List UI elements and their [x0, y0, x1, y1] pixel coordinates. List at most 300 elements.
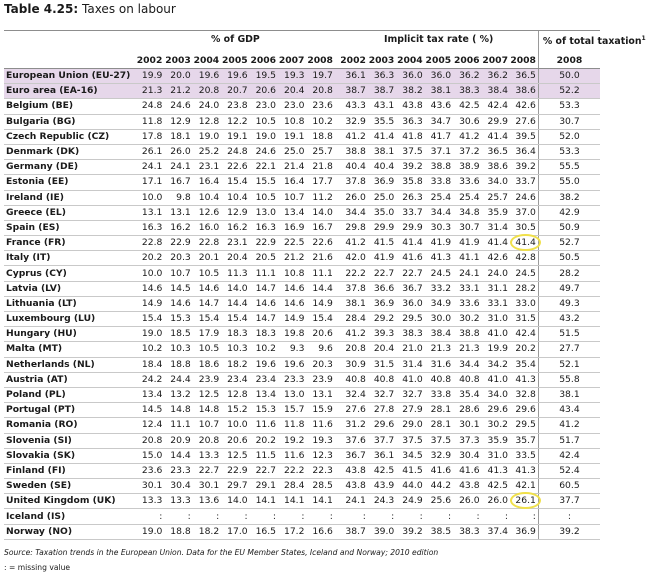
gdp-value: 15.0 — [136, 448, 164, 463]
gdp-value: 16.2 — [164, 220, 192, 235]
gdp-value: 11.6 — [278, 448, 306, 463]
itr-value: : — [425, 509, 453, 524]
gdp-value: 18.2 — [221, 357, 249, 372]
gdp-value: 30.1 — [136, 479, 164, 494]
itr-value: 41.0 — [396, 372, 424, 387]
gdp-value: 20.9 — [164, 433, 192, 448]
gdp-value: 15.2 — [221, 403, 249, 418]
table-row — [4, 448, 600, 463]
gdp-value: 13.4 — [278, 205, 306, 220]
country-name: Latvia (LV) — [4, 281, 136, 296]
gdp-value: 19.8 — [278, 327, 306, 342]
itr-value: 42.4 — [510, 327, 538, 342]
itr-value: 33.0 — [510, 296, 538, 311]
gdp-value: 17.7 — [306, 175, 334, 190]
itr-value: 42.1 — [510, 479, 538, 494]
itr-value: 21.3 — [453, 342, 481, 357]
gdp-value: 11.1 — [306, 266, 334, 281]
gdp-value: 13.3 — [136, 494, 164, 509]
gdp-value: 19.3 — [278, 69, 306, 84]
table-row — [4, 494, 600, 509]
country-name: Bulgaria (BG) — [4, 114, 136, 129]
itr-value: 42.5 — [453, 99, 481, 114]
itr-value: 25.0 — [368, 190, 396, 205]
itr-value: 44.2 — [425, 479, 453, 494]
gdp-value: 20.6 — [250, 84, 278, 99]
itr-value: 33.7 — [396, 205, 424, 220]
itr-value: 32.7 — [368, 387, 396, 402]
gdp-value: 10.0 — [136, 266, 164, 281]
gdp-value: 10.7 — [278, 190, 306, 205]
gdp-value: 10.2 — [306, 114, 334, 129]
gdp-value: 15.4 — [193, 312, 221, 327]
gdp-value: 21.3 — [136, 84, 164, 99]
itr-value: 25.7 — [482, 190, 510, 205]
itr-value: 31.6 — [425, 357, 453, 372]
itr-value: 36.7 — [339, 448, 367, 463]
gdp-value: 12.5 — [193, 387, 221, 402]
itr-value: 41.2 — [339, 236, 367, 251]
gdp-value: 18.5 — [164, 327, 192, 342]
table-row — [4, 190, 600, 205]
table-body — [4, 69, 600, 540]
gdp-value: 16.0 — [193, 220, 221, 235]
itr-value: 22.2 — [339, 266, 367, 281]
gdp-value: 20.6 — [221, 433, 249, 448]
gdp-value: 10.2 — [250, 342, 278, 357]
itr-value: 38.3 — [396, 327, 424, 342]
itr-value: 39.2 — [396, 524, 424, 539]
share-value: 52.0 — [538, 129, 600, 144]
itr-value: 36.5 — [482, 144, 510, 159]
gdp-value: 13.0 — [278, 387, 306, 402]
itr-value: 41.6 — [453, 463, 481, 478]
share-value: 28.2 — [538, 266, 600, 281]
share-value: 30.7 — [538, 114, 600, 129]
itr-value: 29.9 — [396, 220, 424, 235]
gdp-value: 24.8 — [221, 144, 249, 159]
itr-value: 37.4 — [482, 524, 510, 539]
country-name: Italy (IT) — [4, 251, 136, 266]
gdp-value: 19.0 — [136, 327, 164, 342]
country-name: Czech Republic (CZ) — [4, 129, 136, 144]
gdp-value: 10.7 — [164, 266, 192, 281]
gdp-value: 22.1 — [250, 160, 278, 175]
itr-value: 34.9 — [425, 296, 453, 311]
itr-value: 27.8 — [368, 403, 396, 418]
itr-value: 36.4 — [510, 144, 538, 159]
share-value: 52.2 — [538, 84, 600, 99]
itr-value: 41.5 — [368, 236, 396, 251]
itr-value: 38.9 — [453, 160, 481, 175]
gdp-value: : — [136, 509, 164, 524]
itr-value: 29.9 — [368, 220, 396, 235]
itr-value: 42.6 — [510, 99, 538, 114]
gdp-value: 12.2 — [221, 114, 249, 129]
gdp-value: 12.3 — [306, 448, 334, 463]
gdp-value: 30.4 — [164, 479, 192, 494]
gdp-value: 14.9 — [306, 296, 334, 311]
itr-value: 25.4 — [425, 190, 453, 205]
table-row — [4, 479, 600, 494]
gdp-value: 23.6 — [136, 463, 164, 478]
gdp-value: 23.9 — [193, 372, 221, 387]
itr-value: 41.4 — [482, 236, 510, 251]
country-name: Cyprus (CY) — [4, 266, 136, 281]
gdp-value: 24.1 — [136, 160, 164, 175]
table-row — [4, 129, 600, 144]
itr-value: 37.5 — [425, 433, 453, 448]
itr-value: 36.2 — [453, 69, 481, 84]
itr-value: 38.1 — [425, 84, 453, 99]
gdp-value: 22.3 — [306, 463, 334, 478]
itr-value: 30.2 — [482, 418, 510, 433]
gdp-value: 18.8 — [306, 129, 334, 144]
gdp-value: : — [250, 509, 278, 524]
gdp-value: 23.1 — [193, 160, 221, 175]
gdp-value: 18.2 — [193, 524, 221, 539]
itr-value: 41.5 — [396, 463, 424, 478]
gdp-value: 24.1 — [164, 160, 192, 175]
gdp-value: 14.1 — [250, 494, 278, 509]
gdp-value: 25.0 — [278, 144, 306, 159]
gdp-value: 14.1 — [306, 494, 334, 509]
share-value: 50.5 — [538, 251, 600, 266]
itr-value: 41.2 — [339, 129, 367, 144]
itr-value: 24.6 — [510, 190, 538, 205]
itr-value: 24.5 — [425, 266, 453, 281]
itr-value: 31.2 — [339, 418, 367, 433]
itr-value: 41.9 — [368, 251, 396, 266]
highlight-circle: 41.4 — [510, 234, 540, 251]
year-header-gdp: 2007 — [278, 53, 306, 69]
gdp-value: 10.5 — [193, 342, 221, 357]
country-name: Luxembourg (LU) — [4, 312, 136, 327]
gdp-value: 10.5 — [193, 266, 221, 281]
gdp-value: 11.6 — [306, 418, 334, 433]
year-header-itr: 2006 — [453, 53, 481, 69]
itr-value: 27.6 — [510, 114, 538, 129]
itr-value: 40.8 — [425, 372, 453, 387]
gdp-value: 18.3 — [250, 327, 278, 342]
gdp-value: 14.0 — [221, 494, 249, 509]
itr-value: 42.6 — [482, 251, 510, 266]
itr-value: 24.3 — [368, 494, 396, 509]
gdp-value: 10.8 — [278, 114, 306, 129]
gdp-value: 23.0 — [278, 99, 306, 114]
itr-value: 34.7 — [425, 114, 453, 129]
itr-value: 33.8 — [425, 175, 453, 190]
table-row — [4, 327, 600, 342]
gdp-value: 25.7 — [306, 144, 334, 159]
itr-value: 31.4 — [396, 357, 424, 372]
gdp-value: 22.9 — [164, 236, 192, 251]
table-row — [4, 524, 600, 539]
gdp-value: 20.7 — [221, 84, 249, 99]
country-name: Denmark (DK) — [4, 144, 136, 159]
table-row — [4, 144, 600, 159]
country-name: European Union (EU-27) — [4, 69, 136, 84]
itr-value: 37.6 — [339, 433, 367, 448]
itr-value: 28.6 — [453, 403, 481, 418]
share-value: 49.7 — [538, 281, 600, 296]
share-value: 55.8 — [538, 372, 600, 387]
gdp-value: 18.4 — [136, 357, 164, 372]
gdp-value: 12.6 — [193, 205, 221, 220]
gdp-value: 15.5 — [250, 175, 278, 190]
share-value: 39.2 — [538, 524, 600, 539]
itr-value: 35.9 — [482, 205, 510, 220]
gdp-value: 17.0 — [221, 524, 249, 539]
gdp-value: 19.6 — [221, 69, 249, 84]
itr-value: 38.7 — [368, 84, 396, 99]
gdp-value: 20.3 — [306, 357, 334, 372]
gdp-value: 14.6 — [278, 281, 306, 296]
share-value: 42.9 — [538, 205, 600, 220]
gdp-value: 30.1 — [193, 479, 221, 494]
itr-value: 36.1 — [368, 448, 396, 463]
itr-value: 35.5 — [368, 114, 396, 129]
itr-value: 32.9 — [425, 448, 453, 463]
itr-value: 30.4 — [453, 448, 481, 463]
gdp-value: 17.1 — [136, 175, 164, 190]
share-value: 60.5 — [538, 479, 600, 494]
gdp-value: 20.8 — [306, 84, 334, 99]
itr-value: 33.1 — [482, 296, 510, 311]
gdp-value: 12.5 — [221, 448, 249, 463]
gdp-value: : — [278, 509, 306, 524]
highlight-circle: 26.1 — [510, 492, 540, 509]
gdp-value: 14.7 — [250, 312, 278, 327]
itr-value: 33.1 — [453, 281, 481, 296]
itr-value: 33.5 — [510, 448, 538, 463]
gdp-value: 19.0 — [136, 524, 164, 539]
itr-value: 31.0 — [482, 312, 510, 327]
gdp-value: 11.8 — [278, 418, 306, 433]
gdp-value: 10.3 — [221, 342, 249, 357]
share-value: 27.7 — [538, 342, 600, 357]
itr-value: 41.1 — [453, 251, 481, 266]
gdp-value: 19.6 — [193, 69, 221, 84]
gdp-value: 11.3 — [221, 266, 249, 281]
gdp-value: 21.8 — [306, 160, 334, 175]
itr-value: 41.3 — [425, 251, 453, 266]
gdp-value: 23.9 — [306, 372, 334, 387]
itr-value: 32.7 — [396, 387, 424, 402]
itr-value: 38.2 — [396, 84, 424, 99]
gdp-value: 9.3 — [278, 342, 306, 357]
gdp-value: 14.6 — [136, 281, 164, 296]
table-row — [4, 403, 600, 418]
source-note: Source: Taxation trends in the European Union. Data for the EU Member States, Iceland and Norway; 2010 edition — [4, 548, 439, 557]
itr-value: 30.1 — [453, 418, 481, 433]
itr-value: 36.5 — [510, 69, 538, 84]
itr-value: 39.2 — [510, 160, 538, 175]
gdp-value: 19.3 — [306, 433, 334, 448]
taxes-table — [4, 30, 646, 540]
year-header-itr: 2002 — [339, 53, 367, 69]
share-value: 38.2 — [538, 190, 600, 205]
gdp-value: 13.6 — [193, 494, 221, 509]
table-row — [4, 342, 600, 357]
itr-value: 30.6 — [453, 114, 481, 129]
gdp-value: 25.2 — [193, 144, 221, 159]
itr-value: 32.9 — [339, 114, 367, 129]
gdp-value: 21.2 — [278, 251, 306, 266]
gdp-value: 23.4 — [221, 372, 249, 387]
group-itr: Implicit tax rate ( %) — [339, 31, 538, 54]
gdp-value: 24.2 — [136, 372, 164, 387]
table-row — [4, 99, 600, 114]
table-row — [4, 296, 600, 311]
gdp-value: 18.1 — [164, 129, 192, 144]
gdp-value: 13.1 — [136, 205, 164, 220]
gdp-value: 14.8 — [164, 403, 192, 418]
gdp-value: 18.6 — [193, 357, 221, 372]
table-row — [4, 357, 600, 372]
country-name: Malta (MT) — [4, 342, 136, 357]
table-row — [4, 160, 600, 175]
itr-value: 27.6 — [339, 403, 367, 418]
gdp-value: : — [221, 509, 249, 524]
gdp-value: 12.4 — [136, 418, 164, 433]
gdp-value: 23.3 — [278, 372, 306, 387]
share-value: 53.3 — [538, 99, 600, 114]
gdp-value: 22.6 — [221, 160, 249, 175]
itr-value: 41.4 — [396, 236, 424, 251]
itr-value: 41.2 — [339, 327, 367, 342]
gdp-value: 11.6 — [250, 418, 278, 433]
gdp-value: 15.4 — [306, 312, 334, 327]
itr-value: 38.5 — [425, 524, 453, 539]
gdp-value: 20.8 — [193, 84, 221, 99]
itr-value: 39.5 — [510, 129, 538, 144]
itr-value: 30.7 — [453, 220, 481, 235]
gdp-value: 12.9 — [164, 114, 192, 129]
country-name: Euro area (EA-16) — [4, 84, 136, 99]
gdp-value: 20.4 — [278, 84, 306, 99]
itr-value: 41.8 — [396, 129, 424, 144]
country-name: Romania (RO) — [4, 418, 136, 433]
itr-value: 37.8 — [339, 175, 367, 190]
gdp-value: 24.6 — [164, 99, 192, 114]
country-name: Slovakia (SK) — [4, 448, 136, 463]
itr-value: 34.0 — [482, 387, 510, 402]
group-header-row — [4, 31, 600, 54]
itr-value: 29.5 — [396, 312, 424, 327]
itr-value: 35.0 — [368, 205, 396, 220]
itr-value: 33.6 — [453, 175, 481, 190]
year-header-itr: 2008 — [510, 53, 538, 69]
share-value: 55.5 — [538, 160, 600, 175]
itr-value: 43.8 — [339, 479, 367, 494]
itr-value: 38.3 — [453, 524, 481, 539]
gdp-value: 26.0 — [164, 144, 192, 159]
country-name: Poland (PL) — [4, 387, 136, 402]
gdp-value: 19.6 — [278, 357, 306, 372]
itr-value: 33.6 — [453, 296, 481, 311]
itr-value: 20.8 — [339, 342, 367, 357]
gdp-value: 12.8 — [193, 114, 221, 129]
itr-value: : — [510, 509, 538, 524]
gdp-value: 14.8 — [193, 403, 221, 418]
itr-value: 36.9 — [510, 524, 538, 539]
itr-value: 34.8 — [453, 205, 481, 220]
itr-value: 33.8 — [425, 387, 453, 402]
gdp-value: 23.0 — [250, 99, 278, 114]
itr-value: 40.8 — [368, 372, 396, 387]
table-row — [4, 69, 600, 84]
itr-value: 36.6 — [368, 281, 396, 296]
country-name: Lithuania (LT) — [4, 296, 136, 311]
gdp-value: 19.9 — [136, 69, 164, 84]
missing-value-legend: : = missing value — [4, 563, 71, 572]
itr-value: 30.0 — [425, 312, 453, 327]
gdp-value: 19.0 — [250, 129, 278, 144]
table-container — [4, 30, 646, 540]
gdp-value: 20.1 — [193, 251, 221, 266]
table-row — [4, 387, 600, 402]
itr-value: 43.8 — [339, 463, 367, 478]
table-row — [4, 509, 600, 524]
table-row — [4, 281, 600, 296]
itr-value: 28.1 — [425, 403, 453, 418]
country-name: Hungary (HU) — [4, 327, 136, 342]
gdp-value: 22.8 — [136, 236, 164, 251]
itr-value: 35.7 — [510, 433, 538, 448]
table-row — [4, 312, 600, 327]
itr-value: 26.0 — [339, 190, 367, 205]
itr-value: 43.1 — [368, 99, 396, 114]
itr-value: 30.3 — [425, 220, 453, 235]
gdp-value: 20.3 — [164, 251, 192, 266]
gdp-value: 16.7 — [164, 175, 192, 190]
table-row — [4, 251, 600, 266]
itr-value: 34.4 — [425, 205, 453, 220]
gdp-value: 16.9 — [278, 220, 306, 235]
gdp-value: 16.4 — [278, 175, 306, 190]
itr-value: 42.8 — [510, 251, 538, 266]
itr-value: 24.0 — [482, 266, 510, 281]
gdp-value: 14.1 — [278, 494, 306, 509]
gdp-value: 12.8 — [221, 387, 249, 402]
gdp-value: 22.6 — [306, 236, 334, 251]
itr-value: 41.6 — [396, 251, 424, 266]
gdp-value: 24.0 — [193, 99, 221, 114]
itr-value: 38.6 — [482, 160, 510, 175]
itr-value: 43.8 — [396, 99, 424, 114]
gdp-value: 17.8 — [136, 129, 164, 144]
itr-value: 39.3 — [368, 327, 396, 342]
itr-value: 29.0 — [396, 418, 424, 433]
gdp-value: 16.3 — [136, 220, 164, 235]
itr-value: 38.7 — [339, 524, 367, 539]
itr-value: 34.4 — [339, 205, 367, 220]
gdp-value: 23.3 — [164, 463, 192, 478]
itr-value: 29.6 — [368, 418, 396, 433]
itr-value: 36.0 — [396, 69, 424, 84]
gdp-value: 14.6 — [250, 296, 278, 311]
itr-value: 42.4 — [482, 99, 510, 114]
itr-value: 30.2 — [453, 312, 481, 327]
itr-value: 22.7 — [368, 266, 396, 281]
gdp-value: 20.8 — [136, 433, 164, 448]
gdp-value: 19.7 — [306, 69, 334, 84]
gdp-value: 20.4 — [221, 251, 249, 266]
itr-value: 41.4 — [368, 129, 396, 144]
gdp-value: 28.4 — [278, 479, 306, 494]
gdp-value: 11.1 — [250, 266, 278, 281]
